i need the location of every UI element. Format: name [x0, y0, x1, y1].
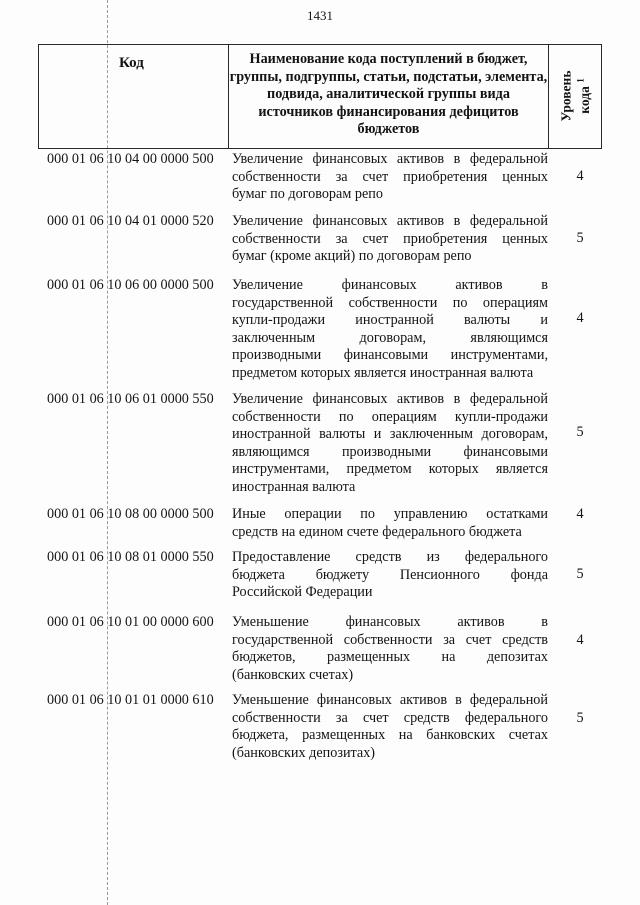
row-name-line: Предоставление средств из федерального: [232, 549, 548, 565]
row-name-line: бюджета бюджету Пенсионного фонда: [232, 566, 548, 583]
row-level: 4: [576, 506, 584, 522]
row-name-line: бумаг (кроме акций) по договорам репо: [232, 248, 472, 264]
row-name-line: собственности за счет приобретения ценных: [232, 168, 548, 185]
row-code: 000 01 06 10 01 00 0000 600: [47, 614, 214, 630]
row-level: 5: [576, 230, 584, 246]
row-name-line: бумаг по договорам репо: [232, 186, 383, 202]
row-name-line: Увеличение финансовых активов в федеральной: [232, 213, 548, 229]
header-level-footnote: 1: [575, 78, 586, 83]
row-name: [232, 277, 548, 382]
header-level-cell: [550, 45, 601, 148]
row-name-line: средств на едином счете федерального бюджета: [232, 523, 522, 540]
row-name-line: Увеличение финансовых активов в: [232, 277, 548, 293]
row-name-line: Иные операции по управлению остатками: [232, 506, 548, 522]
row-code: 000 01 06 10 04 01 0000 520: [47, 213, 214, 229]
row-name-line: производными финансовыми инструментами,: [232, 347, 548, 363]
row-code: 000 01 06 10 08 00 0000 500: [47, 506, 214, 522]
row-name-line: собственности за счет средств федерального: [232, 709, 548, 726]
row-level: 5: [576, 710, 584, 726]
row-name-line: купли-продажи иностранной валюты и: [232, 312, 548, 328]
row-name-line: (банковских депозитах): [232, 744, 376, 761]
row-name-line: заключенным договорам, являющимся: [232, 329, 548, 346]
header-code-cell: [39, 45, 229, 148]
header-name-cell: Наименование кода поступлений в бюджет, группы, подгруппы, статьи, подстатьи, элемента, подвида, аналитической группы вида источников финансирования дефицитов бюджетов: [229, 45, 549, 148]
row-name-line: Увеличение финансовых активов в федеральной: [232, 151, 548, 167]
row-name-line: предметом которых является иностранная валюта: [232, 364, 534, 381]
row-name: [232, 213, 548, 266]
row-level: 4: [576, 310, 584, 326]
row-name-line: государственной собственности по операциям: [232, 294, 548, 311]
row-name-line: бюджета, размещенных на банковских счетах: [232, 727, 548, 743]
row-name: [232, 506, 548, 541]
header-level-word: Уровень: [558, 70, 574, 122]
row-name-line: иностранной валюты и заключенным договорам,: [232, 426, 548, 442]
row-code: 000 01 06 10 08 01 0000 550: [47, 549, 214, 565]
row-name: [232, 391, 548, 496]
row-code: 000 01 06 10 06 00 0000 500: [47, 277, 214, 293]
row-name: [232, 614, 548, 684]
row-name-line: Уменьшение финансовых активов в федеральной: [232, 692, 548, 708]
header-code-label: Код: [119, 55, 144, 71]
page-number: 1431: [307, 8, 333, 23]
row-level: 4: [576, 632, 584, 648]
row-name-line: государственной собственности за счет средств: [232, 631, 548, 648]
row-name: [232, 692, 548, 762]
row-name: [232, 549, 548, 602]
header-level-word-2: кода: [576, 86, 592, 114]
row-code: 000 01 06 10 06 01 0000 550: [47, 391, 214, 407]
row-name-line: Увеличение финансовых активов в федеральной: [232, 391, 548, 407]
row-code: 000 01 06 10 04 00 0000 500: [47, 151, 214, 167]
row-name-line: собственности за счет приобретения ценных: [232, 230, 548, 247]
row-level: 5: [576, 424, 584, 440]
row-name-line: инструментами, предметом которых является: [232, 461, 548, 477]
row-level: 4: [576, 168, 584, 184]
header-level-label: [558, 71, 592, 122]
row-name-line: бюджетов, размещенных на депозитах: [232, 649, 548, 665]
row-code: 000 01 06 10 01 01 0000 610: [47, 692, 214, 708]
row-name-line: (банковских счетах): [232, 666, 354, 683]
row-name-line: иностранная валюта: [232, 478, 356, 495]
row-name-line: собственности по операциям купли-продажи: [232, 408, 548, 425]
table-header: [38, 44, 602, 149]
row-name-line: Российской Федерации: [232, 584, 373, 600]
row-name-line: являющимся производными финансовыми: [232, 443, 548, 460]
row-name-line: Уменьшение финансовых активов в: [232, 614, 548, 630]
row-name: [232, 151, 548, 204]
row-level: 5: [576, 566, 584, 582]
